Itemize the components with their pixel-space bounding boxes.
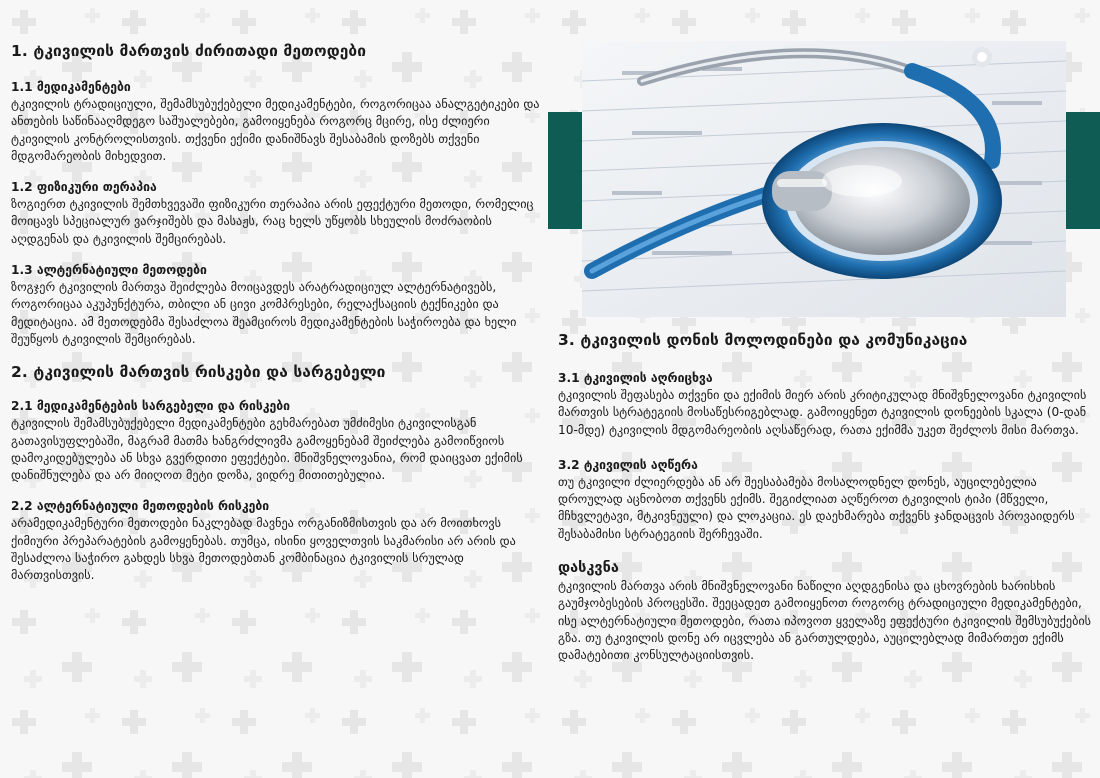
section-3-2-heading: 3.2 ტკივილის აღწერა — [558, 457, 698, 472]
section-3-title: 3. ტკივილის დონის მოლოდინები და კომუნიკაცია — [558, 331, 968, 349]
section-1-1-heading: 1.1 მედიკამენტები — [11, 80, 131, 94]
conclusion-title: დასკვნა — [558, 560, 619, 577]
section-2-1-body: ტკივილის შემამსუბუქებელი მედიკამენტები გეხმარებათ უმძიმესი ტკივილისგან გათავისუფლებაში, მაგრამ მათმა ხანგრძლივმა გამოყენებამ შეიძლება გამოიწვიოს დამოკიდებულება ან სხვა გვერდითი ეფექტები. მნიშვნელოვანია, რომ დაიცვათ ექიმის დანიშნულება და არ მიიღოთ მეტი დოზა, ვიდრე მითითებულია. — [11, 416, 523, 483]
teal-accent-left — [548, 112, 582, 229]
section-2-title: 2. ტკივილის მართვის რისკები და სარგებელი — [11, 363, 386, 382]
right-column — [558, 330, 1093, 665]
conclusion-body: ტკივილის მართვა არის მნიშვნელოვანი ნაწილი აღდგენისა და ცხოვრების ხარისხის გაუმჯობესების პროცესში. შეეცადეთ გამოიყენოთ როგორც ტრადიციული მედიკამენტები, ისე ალტერნატიული მეთოდები, რათა იპოვოთ ყველაზე ეფექტური ტკივილის შემსუბუქების გზა. თუ ტკივილის დონე არ იცვლება ან გართულდება, აუცილებლად მიმართეთ ექიმს დამატებითი კონსულტაციისთვის. — [558, 579, 1092, 663]
section-3-1-heading: 3.1 ტკივილის აღრიცხვა — [558, 371, 713, 385]
section-1-3-body: ზოგჯერ ტკივილის მართვა შეიძლება მოიცავდეს არატრადიციულ ალტერნატივებს, როგორიცაა აკუპუნქტურა, თბილი ან ცივი კომპრესები, რელაქსაციის ტექნიკები და მედიტაცია. ამ მეთოდებმა შესაძლოა შეამციროს მედიკამენტების საჭიროება და ხელი შეუწყოს ტკივილის შემცირებას. — [11, 280, 517, 346]
section-3-2-body: თუ ტკივილი ძლიერდება ან არ შეესაბამება მოსალოდნელ დონეს, აუცილებელია დროულად აცნობოთ თქვენს ექიმს. შეგიძლიათ აღწეროთ ტკივილის ტიპი (მწველი, მჩხვლეტავი, მტკივნეული) და ლოკაცია. ეს დაეხმარება თქვენს ჯანდაცვის პროვაიდერს შესაბამისი სტრატეგიის შერჩევაში. — [558, 474, 1075, 541]
section-1-2-body: ზოგიერთ ტკივილის შემთხვევაში ფიზიკური თერაპია არის ეფექტური მეთოდი, რომელიც მოიცავს სპეციალურ ვარჯიშებს და მასაჟს, რაც ხელს უწყობს სხეულის მოძრაობის აღდგენას და ტკივილის შემცირებას. — [11, 197, 534, 246]
section-1-2-heading: 1.2 ფიზიკური თერაპია — [11, 180, 157, 195]
section-1-1-body: ტკივილის ტრადიციული, შემამსუბუქებელი მედიკამენტები, როგორიცაა ანალგეტიკები და ანთების საწინააღმდეგო საშუალებები, გამოიყენება როგორც მცირე, ისე ძლიერი ტკივილის კონტროლისთვის. თქვენი ექიმი დანიშნავს შესაბამის დოზებს თქვენი მდგომარეობის მიხედვით. — [11, 97, 540, 163]
left-column — [11, 41, 541, 585]
section-1-3-heading: 1.3 ალტერნატიული მეთოდები — [11, 263, 207, 278]
section-2-1-heading: 2.1 მედიკამენტების სარგებელი და რისკები — [11, 399, 291, 414]
section-2-2-heading: 2.2 ალტერნატიული მეთოდების რისკები — [11, 499, 270, 514]
photo-banner — [548, 41, 1100, 317]
teal-accent-right — [1066, 112, 1100, 229]
section-3-1-body: ტკივილის შეფასება თქვენი და ექიმის მიერ არის კრიტიკულად მნიშვნელოვანი ტკივილის მართვის სტრატეგიის მოსაწესრიგებლად. გამოიყენეთ ტკივილის დონეების სკალა (0-დან 10-მდე) ტკივილის მდგომარეობის აღსაწერად, რათა ექიმმა უკეთ შეძლოს მისი მართვა. — [558, 388, 1087, 437]
section-2-2-body: არამედიკამენტური მეთოდები ნაკლებად მავნეა ორგანიზმისთვის და არ მოითხოვს ქიმიური პრეპარატების გამოყენებას. თუმცა, ისინი ყოველთვის საკმარისი არ არის და შესაძლოა საჭირო გახდეს სხვა მეთოდებთან კომბინაცია ტკივილის სრულად მართვისთვის. — [11, 516, 516, 583]
stethoscope-photo-icon — [582, 41, 1066, 317]
section-1-title: 1. ტკივილის მართვის ძირითადი მეთოდები — [11, 42, 367, 60]
